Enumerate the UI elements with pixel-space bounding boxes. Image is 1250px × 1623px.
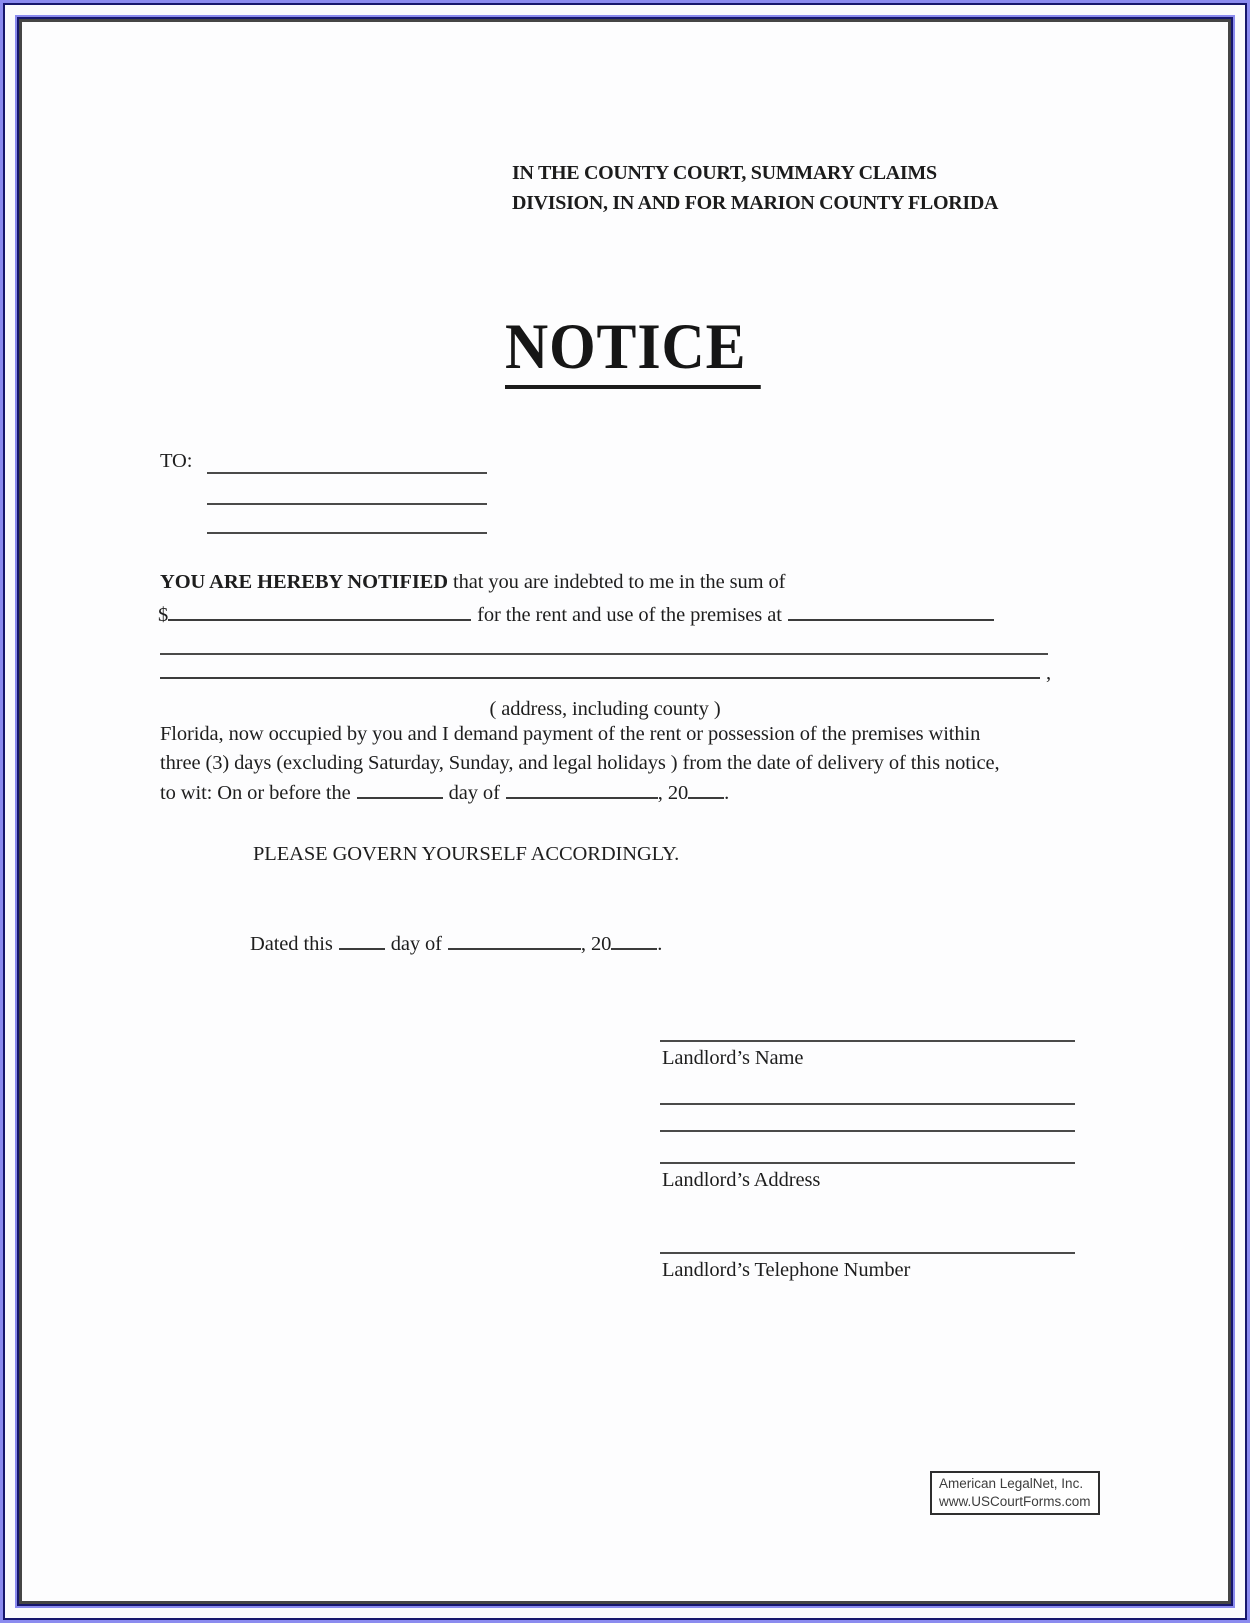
address-blank-line-1 [160,653,1048,655]
please-govern-line: PLEASE GOVERN YOURSELF ACCORDINGLY. [253,843,680,865]
landlord-address-label: Landlord’s Address [662,1169,821,1191]
to-wit-period: . [724,782,730,804]
dated-pre: Dated this [250,933,333,955]
dollar-sign: $ [158,604,169,626]
body-paragraph-line1: Florida, now occupied by you and I demand payment of the rent or possession of the premises within [160,723,981,745]
to-wit-year-blank [688,797,724,799]
court-header-line1: IN THE COUNTY COURT, SUMMARY CLAIMS [512,162,937,184]
to-wit-line [160,779,729,808]
landlord-phone-label: Landlord’s Telephone Number [662,1259,911,1281]
to-wit-mid: day of [448,782,500,804]
landlord-address-line-1 [660,1103,1075,1105]
address-caption: ( address, including county ) [489,698,721,720]
legalnet-badge-line1: American LegalNet, Inc. [939,1476,1084,1491]
decorative-frame-inner [17,17,1233,1606]
legalnet-badge [930,1471,1100,1515]
document-page [19,19,1231,1604]
body-paragraph-line2: three (3) days (excluding Saturday, Sunday, and legal holidays ) from the date of delivery of this notice, [160,752,1000,774]
landlord-phone-line [660,1252,1075,1254]
legalnet-badge-line2: www.USCourtForms.com [939,1493,1091,1509]
to-blank-line-1 [207,472,487,474]
premises-blank [788,619,994,621]
notified-rest-text: that you are indebted to me in the sum of [447,571,786,593]
amount-line-text: for the rent and use of the premises at [477,604,782,626]
address-blank-2 [160,677,1040,679]
landlord-name-signature-line [660,1040,1075,1042]
dated-year-blank [611,948,657,950]
notified-bold-text: YOU ARE HEREBY NOTIFIED [160,571,448,593]
address-line-comma: , [1046,662,1052,684]
court-header [512,158,998,218]
landlord-name-label: Landlord’s Name [662,1047,804,1069]
dated-day-blank [339,948,385,950]
to-wit-pre: to wit: On or before the [160,782,351,804]
to-wit-day-blank [357,797,443,799]
address-blank-line-2 [160,659,1051,688]
notified-line [160,568,785,597]
dated-mid: day of [390,933,442,955]
dated-line [250,930,662,959]
title-wrap [505,311,783,389]
to-blank-line-2 [207,503,487,505]
amount-line [158,601,994,630]
court-header-line2: DIVISION, IN AND FOR MARION COUNTY FLORIDA [512,192,999,214]
dated-year: , 20 [580,933,612,955]
decorative-frame-outer [3,3,1247,1620]
to-label: TO: [160,450,193,472]
dated-month-blank [448,948,581,950]
dated-period: . [657,933,663,955]
amount-blank [168,619,471,621]
document-title: NOTICE [505,315,761,389]
to-wit-year: , 20 [657,782,689,804]
to-wit-month-blank [506,797,658,799]
to-blank-line-3 [207,532,487,534]
landlord-address-line-2 [660,1130,1075,1132]
landlord-address-line-3 [660,1162,1075,1164]
